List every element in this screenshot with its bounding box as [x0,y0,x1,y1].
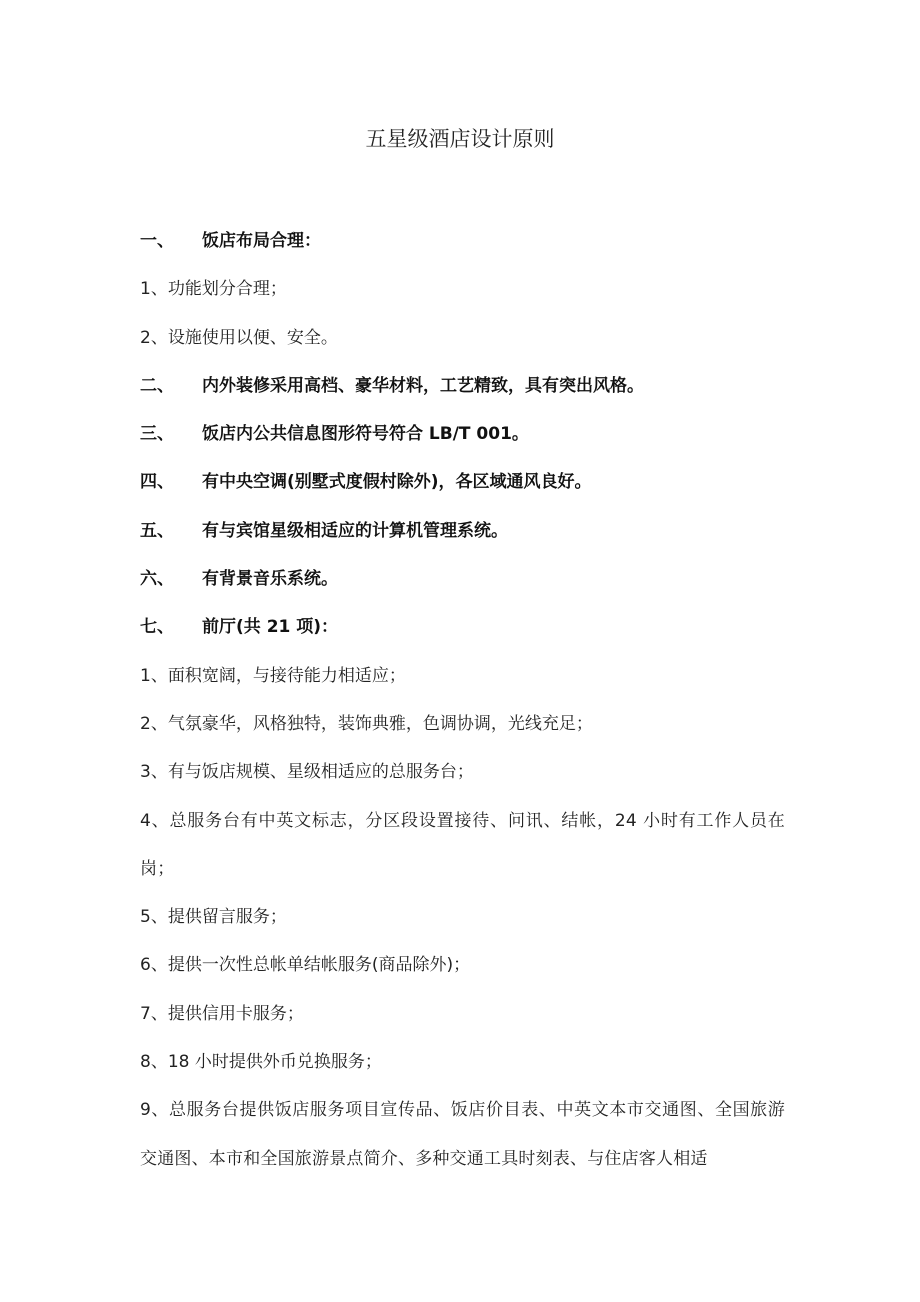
document-title: 五星级酒店设计原则 [365,127,555,151]
section-number: 一、 [140,231,174,251]
section-number: 二、 [140,375,174,396]
section-heading-1 [140,217,785,265]
list-item: 5、提供留言服务； [140,907,287,928]
section-heading-7 [140,603,785,651]
section-heading-4 [140,458,785,506]
list-item: 4、总服务台有中英文标志，分区段设置接待、问讯、结帐，24 小时有工作人员在岗； [140,810,785,879]
section-number: 三、 [140,424,174,445]
list-item: 6、提供一次性总帐单结帐服务(商品除外)； [140,955,471,976]
section-text: 内外装修采用高档、豪华材料，工艺精致，具有突出风格。 [202,375,644,396]
section-heading-5 [140,507,785,555]
list-item: 1、功能划分合理； [140,279,287,300]
section-number: 六、 [140,569,174,590]
list-item: 2、气氛豪华，风格独特，装饰典雅，色调协调，光线充足； [140,713,593,734]
section-heading-3 [140,410,785,458]
section-number: 五、 [140,520,174,541]
section-text: 饭店布局合理： [202,231,321,251]
list-item: 1、面积宽阔，与接待能力相适应； [140,665,406,686]
section-text: 有与宾馆星级相适应的计算机管理系统。 [202,520,508,541]
list-item: 3、有与饭店规模、星级相适应的总服务台； [140,762,474,783]
document-body [140,217,785,1183]
list-item: 8、18 小时提供外币兑换服务； [140,1052,382,1073]
section-text: 饭店内公共信息图形符号符合 LB/T 001。 [202,424,529,445]
section-text: 有背景音乐系统。 [202,569,338,590]
section-text: 前厅(共 21 项)： [202,617,339,638]
section-heading-6 [140,555,785,603]
section-heading-2 [140,362,785,410]
list-item: 2、设施使用以便、安全。 [140,327,338,348]
section-number: 四、 [140,472,174,493]
list-item: 7、提供信用卡服务； [140,1003,304,1024]
section-number: 七、 [140,617,174,638]
section-text: 有中央空调(别墅式度假村除外)，各区域通风良好。 [202,472,592,493]
list-item: 9、总服务台提供饭店服务项目宣传品、饭店价目表、中英文本市交通图、全国旅游交通图、本市和全国旅游景点简介、多种交通工具时刻表、与住店客人相适 [140,1100,785,1169]
